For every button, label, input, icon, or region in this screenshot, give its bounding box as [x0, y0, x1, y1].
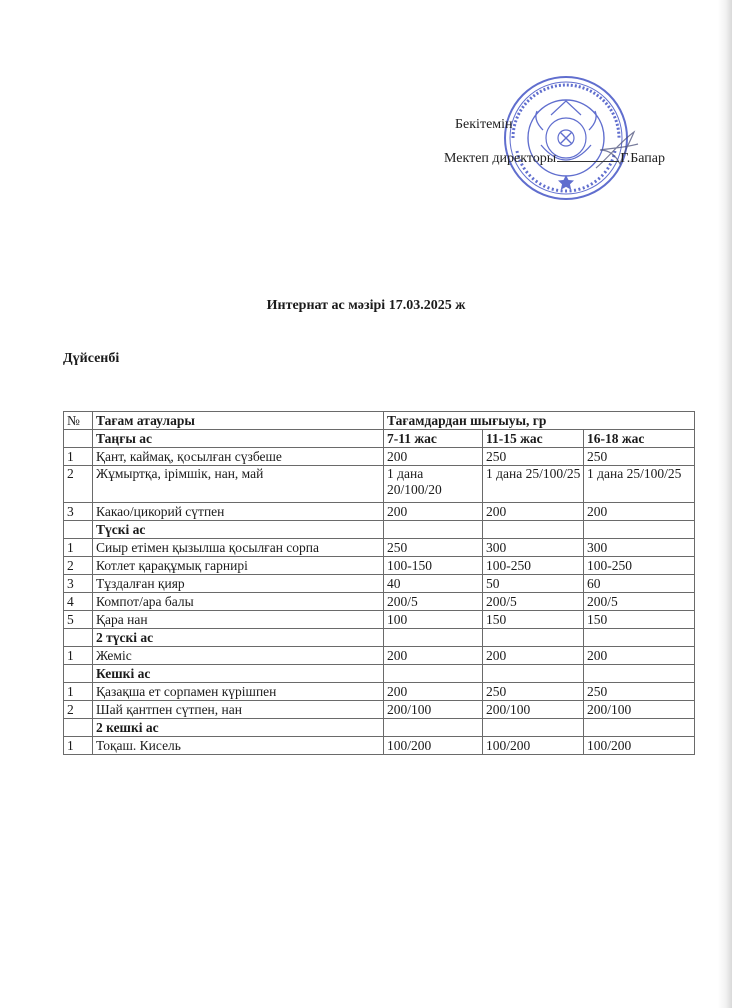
table-row [64, 503, 695, 521]
dish-name: Сиыр етімен қызылша қосылған сорпа [93, 539, 384, 557]
portion-value: 200 [384, 503, 483, 521]
empty-cell [584, 719, 695, 737]
portion-value: 250 [584, 448, 695, 466]
approval-director-line [444, 149, 665, 167]
section-num-cell [64, 430, 93, 448]
menu-table [63, 411, 695, 755]
section-num-cell [64, 629, 93, 647]
table-row [64, 647, 695, 665]
dish-name: Жұмыртқа, ірімшік, нан, май [93, 466, 384, 503]
portion-value: 200/100 [483, 701, 584, 719]
portion-value: 250 [483, 448, 584, 466]
section-header-row [64, 629, 695, 647]
section-label: Түскі ас [93, 521, 384, 539]
portion-value: 200 [384, 683, 483, 701]
table-row [64, 448, 695, 466]
empty-cell [384, 665, 483, 683]
dish-name: Қант, каймақ, қосылған сүзбеше [93, 448, 384, 466]
director-name: Г.Бапар [620, 151, 666, 166]
menu-table-body [64, 412, 695, 755]
empty-cell [483, 665, 584, 683]
portion-value: 200 [483, 647, 584, 665]
page-edge-shadow [718, 0, 732, 1008]
portion-value: 200/5 [384, 593, 483, 611]
empty-cell [584, 629, 695, 647]
empty-cell [584, 521, 695, 539]
portion-value: 60 [584, 575, 695, 593]
row-number: 1 [64, 737, 93, 755]
section-header-row [64, 521, 695, 539]
dish-name: Қазақша ет сорпамен күрішпен [93, 683, 384, 701]
portion-value: 100/200 [584, 737, 695, 755]
section-num-cell [64, 665, 93, 683]
dish-name: Тоқаш. Кисель [93, 737, 384, 755]
portion-value: 250 [483, 683, 584, 701]
portion-value: 200 [483, 503, 584, 521]
row-number: 1 [64, 448, 93, 466]
table-row [64, 557, 695, 575]
portion-value: 100-250 [584, 557, 695, 575]
portion-value: 250 [584, 683, 695, 701]
portion-value: 150 [483, 611, 584, 629]
dish-name: Қара нан [93, 611, 384, 629]
document-title: Интернат ас мәзірі 17.03.2025 ж [266, 298, 466, 313]
age-group-header: 11-15 жас [483, 430, 584, 448]
row-number: 1 [64, 683, 93, 701]
portion-value: 100/200 [384, 737, 483, 755]
section-header-row [64, 719, 695, 737]
portion-value: 200 [384, 448, 483, 466]
portion-value: 1 дана 25/100/25 [483, 466, 584, 503]
empty-cell [384, 629, 483, 647]
row-number: 4 [64, 593, 93, 611]
dish-name: Шай қантпен сүтпен, нан [93, 701, 384, 719]
table-row [64, 737, 695, 755]
portion-value: 200 [584, 503, 695, 521]
section-label: 2 түскі ас [93, 629, 384, 647]
portion-value: 300 [584, 539, 695, 557]
empty-cell [584, 665, 695, 683]
age-group-header: 16-18 жас [584, 430, 695, 448]
section-label: Кешкі ас [93, 665, 384, 683]
portion-value: 100/200 [483, 737, 584, 755]
portion-value: 200/5 [584, 593, 695, 611]
table-row [64, 701, 695, 719]
header-num: № [64, 412, 93, 430]
row-number: 3 [64, 503, 93, 521]
section-header-row [64, 430, 695, 448]
row-number: 5 [64, 611, 93, 629]
portion-value: 50 [483, 575, 584, 593]
day-label: Дүйсенбі [63, 351, 120, 366]
table-header-row [64, 412, 695, 430]
row-number: 2 [64, 466, 93, 503]
empty-cell [483, 719, 584, 737]
empty-cell [483, 521, 584, 539]
table-row [64, 611, 695, 629]
section-label: Таңғы ас [93, 430, 384, 448]
dish-name: Котлет қарақұмық гарнирі [93, 557, 384, 575]
portion-value: 200/5 [483, 593, 584, 611]
empty-cell [384, 719, 483, 737]
header-dish-names: Тағам атаулары [93, 412, 384, 430]
table-row [64, 539, 695, 557]
table-row [64, 466, 695, 503]
director-title: Мектеп директоры [444, 151, 557, 166]
portion-value: 200 [384, 647, 483, 665]
portion-value: 300 [483, 539, 584, 557]
empty-cell [384, 521, 483, 539]
portion-value: 200/100 [584, 701, 695, 719]
table-row [64, 593, 695, 611]
dish-name: Какао/цикорий сүтпен [93, 503, 384, 521]
empty-cell [483, 629, 584, 647]
dish-name: Компот/ара балы [93, 593, 384, 611]
section-label: 2 кешкі ас [93, 719, 384, 737]
portion-value: 100-250 [483, 557, 584, 575]
header-yield: Тағамдардан шығыуы, гр [384, 412, 695, 430]
table-row [64, 683, 695, 701]
age-group-header: 7-11 жас [384, 430, 483, 448]
portion-value: 100 [384, 611, 483, 629]
row-number: 1 [64, 647, 93, 665]
row-number: 3 [64, 575, 93, 593]
portion-value: 40 [384, 575, 483, 593]
section-num-cell [64, 719, 93, 737]
portion-value: 250 [384, 539, 483, 557]
signature-line [557, 149, 619, 162]
section-num-cell [64, 521, 93, 539]
portion-value: 200/100 [384, 701, 483, 719]
portion-value: 1 дана 25/100/25 [584, 466, 695, 503]
section-header-row [64, 665, 695, 683]
portion-value: 1 дана 20/100/20 [384, 466, 483, 503]
row-number: 1 [64, 539, 93, 557]
row-number: 2 [64, 701, 93, 719]
approval-label: Бекітемін [455, 117, 513, 132]
portion-value: 100-150 [384, 557, 483, 575]
portion-value: 200 [584, 647, 695, 665]
dish-name: Жеміс [93, 647, 384, 665]
row-number: 2 [64, 557, 93, 575]
portion-value: 150 [584, 611, 695, 629]
table-row [64, 575, 695, 593]
dish-name: Тұздалған қияр [93, 575, 384, 593]
